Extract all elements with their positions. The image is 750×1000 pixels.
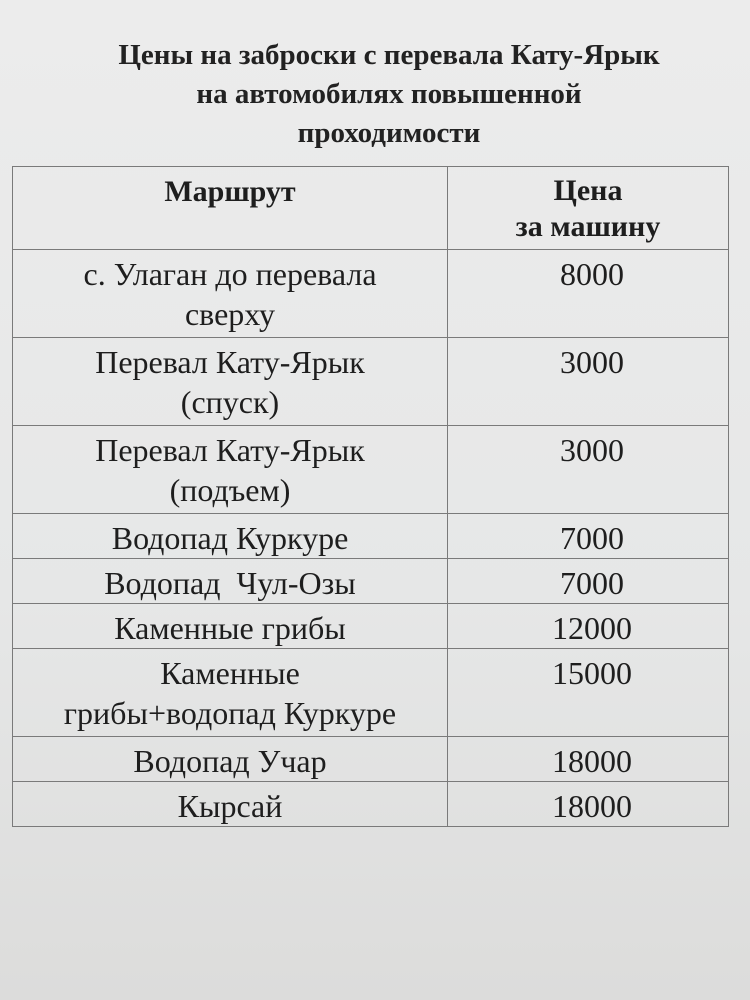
- table-row: [13, 649, 729, 737]
- price-value: 7000: [560, 520, 624, 556]
- route-line-1: Каменные: [160, 655, 300, 691]
- price-cell: [448, 250, 729, 338]
- header-route: Маршрут: [13, 167, 448, 250]
- route-cell: [13, 250, 448, 338]
- route-line-2: грибы+водопад Куркуре: [63, 695, 397, 731]
- price-cell: [448, 338, 729, 426]
- price-value: 12000: [552, 610, 632, 646]
- table-row: [13, 426, 729, 514]
- table-row: [13, 250, 729, 338]
- header-price: [448, 167, 729, 250]
- price-value: 15000: [552, 655, 632, 691]
- price-value: 18000: [552, 788, 632, 824]
- price-cell: [448, 782, 729, 827]
- price-cell: [448, 514, 729, 559]
- price-table: [12, 166, 729, 827]
- page-title: [0, 36, 750, 153]
- route-cell: [13, 737, 448, 782]
- route-cell: [13, 559, 448, 604]
- price-value: 3000: [560, 344, 624, 380]
- table-row: [13, 559, 729, 604]
- route-cell: [13, 514, 448, 559]
- route-line-1: Каменные грибы: [114, 610, 346, 646]
- price-cell: [448, 604, 729, 649]
- price-cell: [448, 737, 729, 782]
- price-cell: [448, 649, 729, 737]
- route-line-1: Кырсай: [177, 788, 283, 824]
- price-value: 18000: [552, 743, 632, 779]
- route-line-1: Водопад Чул-Озы: [104, 565, 356, 601]
- table-header-row: [13, 167, 729, 250]
- route-line-2: (спуск): [180, 384, 280, 420]
- price-value: 3000: [560, 432, 624, 468]
- table-row: [13, 737, 729, 782]
- route-line-2: сверху: [184, 296, 276, 332]
- table-row: [13, 338, 729, 426]
- price-value: 8000: [560, 256, 624, 292]
- title-line-2: на автомобилях повышенной: [196, 78, 582, 110]
- header-price-line-1: Цена: [553, 174, 623, 207]
- header-price-line-2: за машину: [515, 210, 661, 243]
- route-line-1: Водопад Учар: [133, 743, 327, 779]
- route-line-1: Перевал Кату-Ярык: [95, 432, 365, 468]
- route-cell: [13, 649, 448, 737]
- table-row: [13, 782, 729, 827]
- price-cell: [448, 559, 729, 604]
- title-line-1: Цены на заброски с перевала Кату-Ярык: [118, 39, 660, 71]
- route-line-1: Водопад Куркуре: [111, 520, 349, 556]
- price-value: 7000: [560, 565, 624, 601]
- table-row: [13, 604, 729, 649]
- route-line-1: Перевал Кату-Ярык: [95, 344, 365, 380]
- price-cell: [448, 426, 729, 514]
- route-line-2: (подъем): [169, 472, 291, 508]
- route-cell: [13, 782, 448, 827]
- route-line-1: с. Улаган до перевала: [83, 256, 377, 292]
- route-cell: [13, 338, 448, 426]
- route-cell: [13, 604, 448, 649]
- route-cell: [13, 426, 448, 514]
- title-line-3: проходимости: [297, 117, 481, 149]
- table-row: [13, 514, 729, 559]
